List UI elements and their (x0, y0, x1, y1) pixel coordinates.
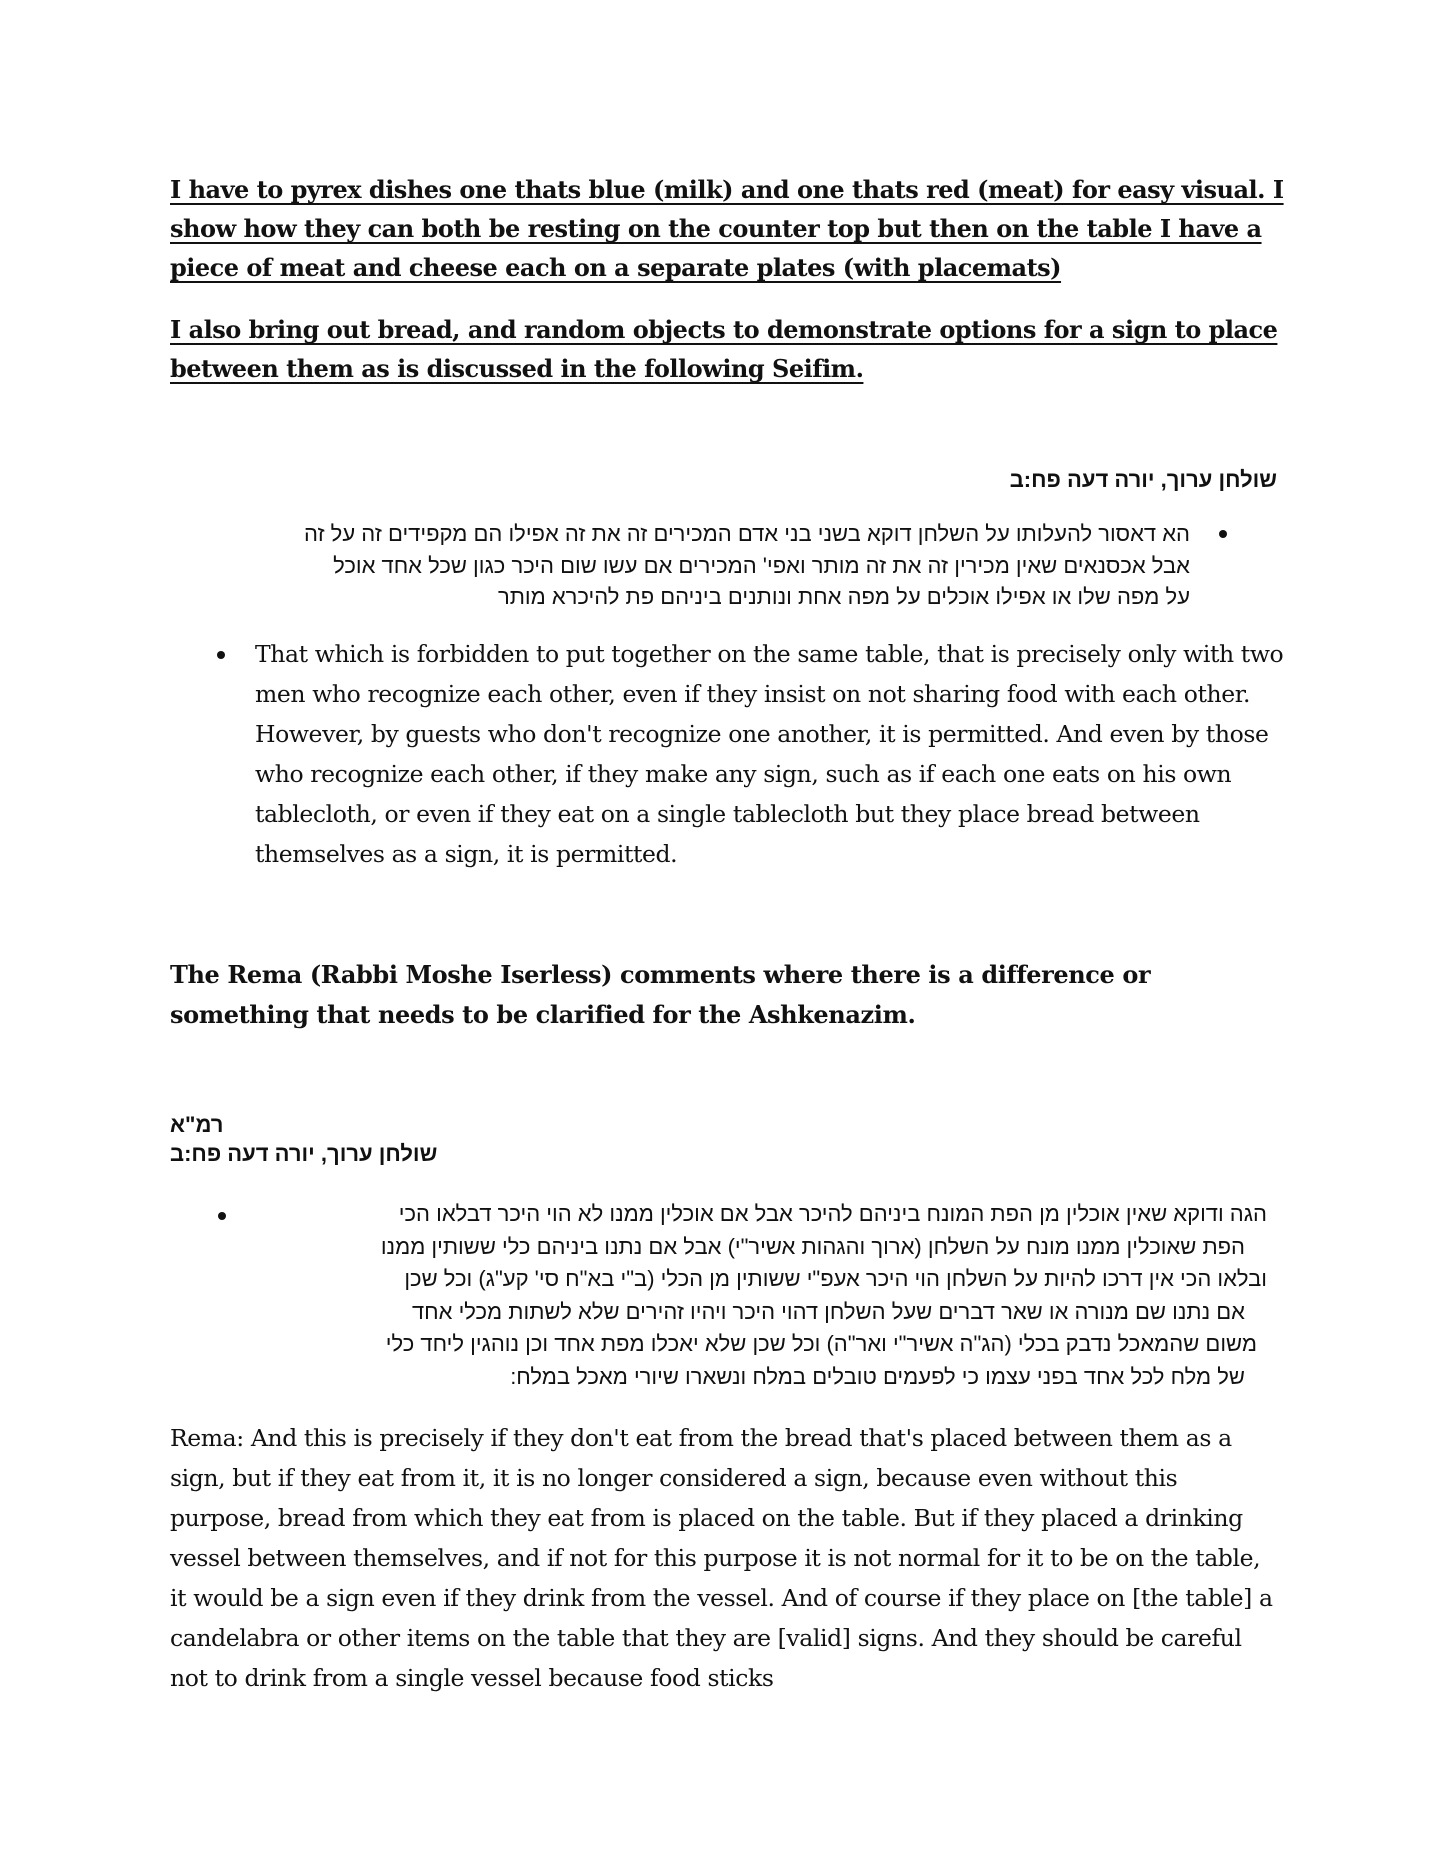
translation-list (255, 634, 1295, 874)
hebrew-line: הגה ודוקא שאין אוכלין מן הפת המונח ביניהם להיכר אבל אם אוכלין ממנו לא הוי היכר דבלאו הכי (398, 1201, 1267, 1226)
intro-paragraph: I have to pyrex dishes one thats blue (milk) and one thats red (meat) for easy visual. I show how they can both be resting on the counter top but then on the table I have a piece of meat and cheese each on a separate plates (with placemats) (170, 175, 1284, 282)
bullet-icon (218, 1212, 226, 1220)
hebrew-line: ובלאו הכי אין דרכו להיות על השלחן הוי היכר אעפ"י ששותין מן הכלי (ב"י בא"ח סי' קע"ג) וכל שכן (404, 1266, 1267, 1291)
hebrew-source-list (170, 518, 1190, 613)
rema-hebrew-item (255, 1198, 1267, 1393)
translation-item (255, 634, 1295, 874)
source-heading-hebrew: שולחן ערוך, יורה דעה פח:ב (1009, 467, 1277, 492)
bullet-icon (217, 651, 225, 659)
bullet-icon (1219, 530, 1227, 538)
hebrew-line: הא דאסור להעלותו על השלחן דוקא בשני בני אדם המכירים זה את זה אפילו הם מקפידים זה על זה (303, 521, 1190, 546)
hebrew-line: של מלח לכל אחד בפני עצמו כי לפעמים טובלים במלח ונשארו שיורי מאכל במלח: (510, 1363, 1245, 1389)
intro-paragraph: I also bring out bread, and random objects to demonstrate options for a sign to place between them as is discussed in the following Seifim. (170, 315, 1278, 383)
rema-translation-paragraph: Rema: And this is precisely if they don't eat from the bread that's placed between them as a sign, but if they eat from it, it is no longer considered a sign, because even without this purpose, bread from which they eat from is placed on the table. But if they placed a drinking vessel between themselves, and if not for this purpose it is not normal for it to be on the table, it would be a sign even if they drink from the vessel. And of course if they place on [the table] a candelabra or other items on the table that they are [valid] signs. And they should be careful not to drink from a single vessel because food sticks (170, 1424, 1273, 1692)
translation-text: That which is forbidden to put together on the same table, that is precisely only with two men who recognize each other, even if they insist on not sharing food with each other. However, by guests who don't recognize one another, it is permitted. And even by those who recognize each other, if they make any sign, such as if each one eats on his own tablecloth, or even if they eat on a single tablecloth but they place bread between themselves as a sign, it is permitted. (255, 640, 1284, 868)
rema-hebrew-list (255, 1198, 1267, 1393)
hebrew-line: על מפה שלו או אפילו אוכלים על מפה אחת ונותנים ביניהם פת להיכרא מותר (497, 584, 1190, 609)
rema-label-hebrew: רמ"א (170, 1112, 224, 1137)
hebrew-line: אבל אכסנאים שאין מכירין זה את זה מותר ואפי' המכירים אם עשו שום היכר כגון שכל אחד אוכל (333, 552, 1190, 578)
hebrew-line: משום שהמאכל נדבק בכלי (הג"ה אשיר"י ואר"ה) וכל שכן שלא יאכלו מפת אחד וכן נוהגין ליחד כלי (385, 1331, 1257, 1356)
hebrew-line: אם נתנו שם מנורה או שאר דברים שעל השלחן דהוי היכר ויהיו זהירים שלא לשתות מכלי אחד (411, 1298, 1245, 1324)
rema-source-heading-hebrew: שולחן ערוך, יורה דעה פח:ב (170, 1141, 438, 1166)
hebrew-source-item (170, 518, 1190, 613)
rema-intro-paragraph: The Rema (Rabbi Moshe Iserless) comments where there is a difference or something that needs to be clarified for the Ashkenazim. (170, 960, 1151, 1029)
hebrew-line: הפת שאוכלין ממנו מונח על השלחן (ארוך והגהות אשיר"י) אבל אם נתנו ביניהם כלי ששותין ממנו (380, 1233, 1245, 1259)
